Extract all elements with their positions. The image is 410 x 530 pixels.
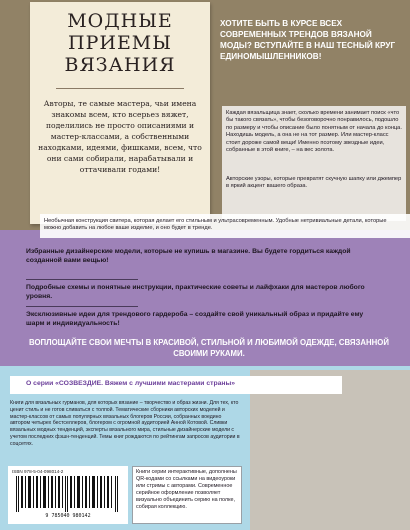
bullet-item (26, 306, 376, 329)
description-paragraph-1: Каждая вязальщица знает, сколько времени занимает поиск «что бы такого связать», чтобы безоговорочно понравилось, подошло по размеру и чтобы описание было понятным от начала до конца. Находишь модель, а она не на тот размер. Или мастер-класс стоит дороже самой вещи! Именно поэтому звездные идеи, собранные в этой книге, – на вес золота. (226, 110, 402, 154)
authors-paragraph: Авторы, те самые мастера, чьи имена знакомы всем, кто всерьез вяжет, поделились не просто описаниями и мастер-классами, а собственными находками, идеями, фишками, всем, что они сами собирали, нарабатывали и оттачивали годами! (38, 99, 202, 174)
bullet-text: Эксклюзивные идеи для трендового гардероба – создайте свой уникальный образ и придайте ему шарм и индивидуальность! (26, 311, 364, 327)
barcode (14, 476, 122, 512)
bullet-text: Подробные схемы и понятные инструкции, практические советы и лайфхаки для мастеров любого уровня. (26, 284, 365, 300)
bullet-item (26, 279, 376, 302)
bullet-item (26, 248, 376, 266)
model-photo (250, 370, 410, 530)
series-title: О серии «СОЗВЕЗДИЕ. Вяжем с лучшими мастерами страны» (26, 380, 236, 387)
call-to-action: ВОПЛОЩАЙТЕ СВОИ МЕЧТЫ В КРАСИВОЙ, СТИЛЬНОЙ И ЛЮБИМОЙ ОДЕЖДЕ, СВЯЗАННОЙ СВОИМИ РУКАМИ. (29, 338, 389, 358)
qr-note-text: Книги серии интерактивные, дополнены QR-кодами со ссылками на видеоуроки или стримы с авторами. Современное серийное оформление позволяет визуально объединить серию на полке, собирая коллекцию. (136, 469, 237, 510)
bullet-divider (26, 279, 138, 280)
title-divider (56, 88, 184, 89)
bullet-text: Избранные дизайнерские модели, которые не купишь в магазине. Вы будете гордиться каждой созданной вами вещью! (26, 248, 351, 264)
isbn-label: ISBN 978-5-04-098014-2 (12, 469, 64, 474)
description-paragraph-2: Авторские узоры, которые превратят скучную шапку или джемпер в яркий акцент вашего образа. (226, 176, 402, 190)
bullet-divider (26, 306, 138, 307)
barcode-number: 9 785040 980142 (45, 513, 91, 519)
book-title: МОДНЫЕ ПРИЕМЫ ВЯЗАНИЯ (64, 10, 176, 76)
headline: ХОТИТЕ БЫТЬ В КУРСЕ ВСЕХ СОВРЕМЕННЫХ ТРЕНДОВ ВЯЗАНОЙ МОДЫ? ВСТУПАЙТЕ В НАШ ТЕСНЫЙ КРУГ ЕДИНОМЫШЛЕННИКОВ! (220, 19, 396, 61)
series-description: Книги для вязальных гурманов, для которых вязание – творчество и образ жизни. Для тех, кто ценит стиль и не готов сливаться с толпой. Тематические сборники авторских моделей и мастер-классов от самых популярных вязальных блогеров России, собранных воедино автором четырех бестселлеров, блогером с огромной аудиторией Анной Котовой. Сливки вязальных модных тенденций, эксперты вязального мира, стильные дизайнерские модели с учетом последних фэшн-тенденций. Темы книг рождаются по рейтингам запросов аудитории в соцсетях. (10, 400, 240, 447)
construction-text: Необычная конструкция свитера, которая делает его стильным и ультрасовременным. Удобные нетривиальные детали, которые можно добавить на любое ваше изделие, и оно будет в тренде. (44, 218, 387, 232)
